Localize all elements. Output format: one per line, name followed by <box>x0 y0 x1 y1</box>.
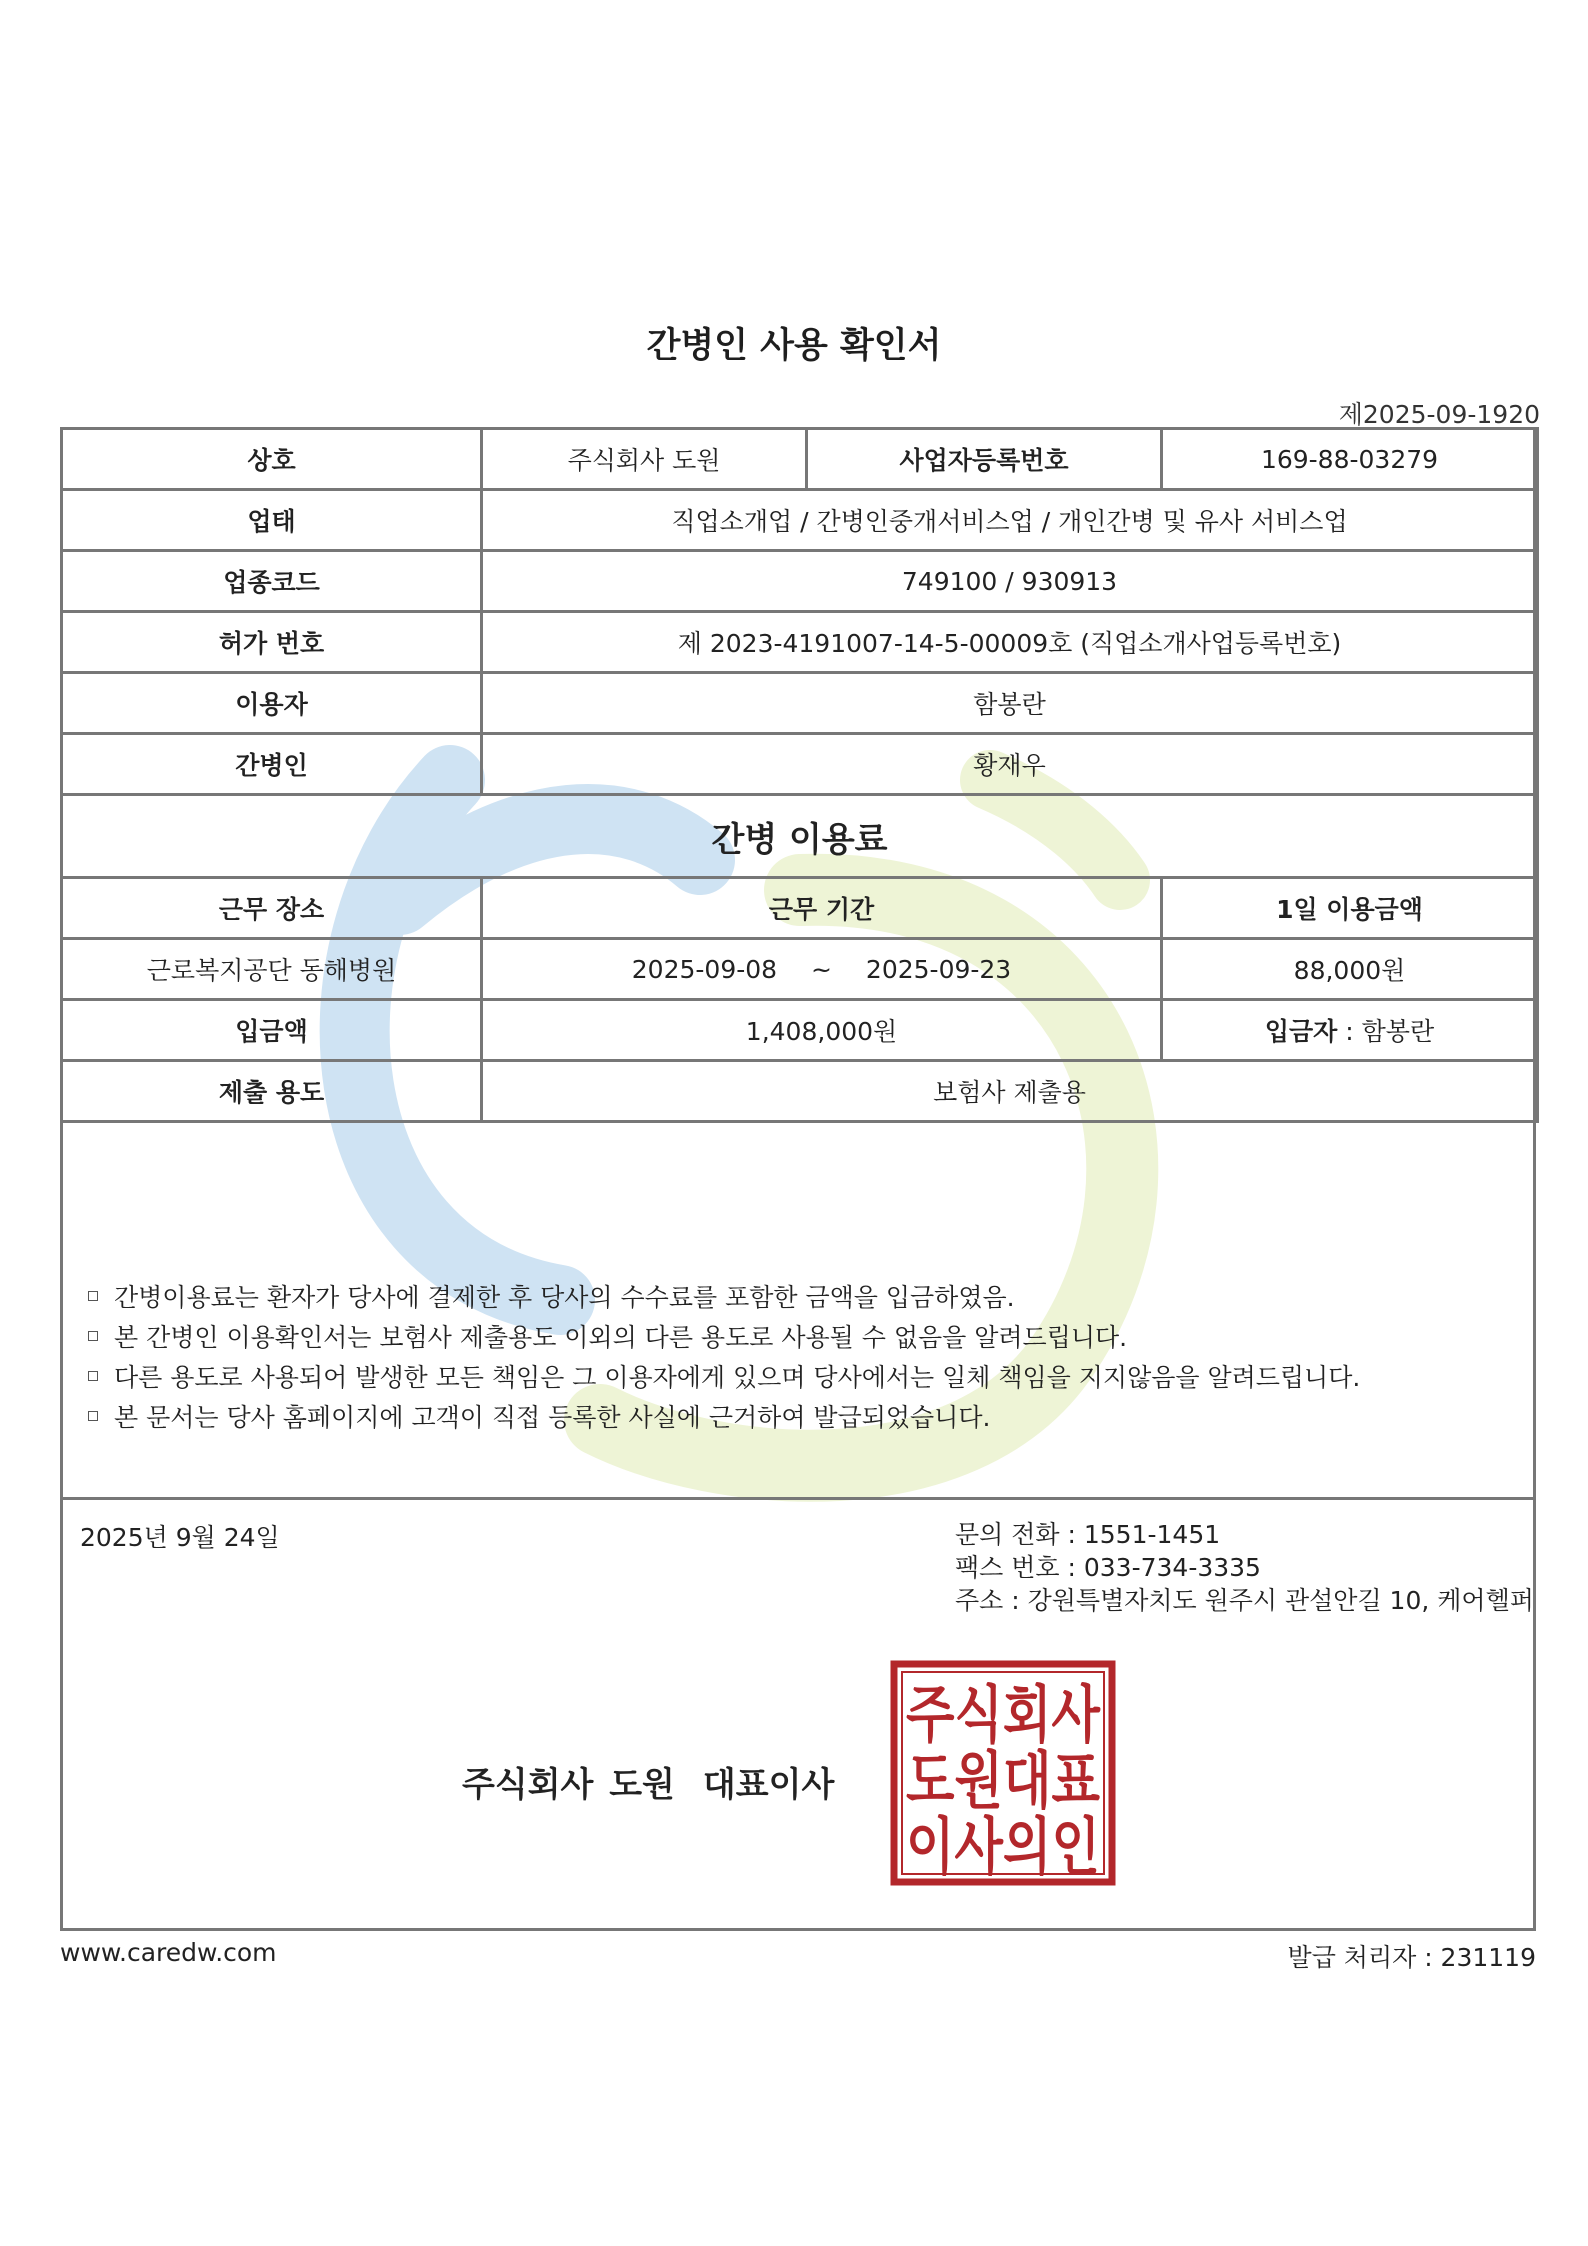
note-text: 간병이용료는 환자가 당사에 결제한 후 당사의 수수료를 포함한 금액을 입금하였음. <box>114 1283 1015 1312</box>
company-label: 상호 <box>62 429 482 490</box>
contact-info <box>955 1518 1534 1617</box>
caregiver-value: 황재우 <box>482 734 1538 795</box>
user-value: 함봉란 <box>482 673 1538 734</box>
permit-value: 제 2023-4191007-14-5-00009호 (직업소개사업등록번호) <box>482 612 1538 673</box>
workplace-label: 근무 장소 <box>62 878 482 939</box>
purpose-label: 제출 용도 <box>62 1061 482 1122</box>
square-bullet-icon <box>88 1291 98 1301</box>
industry-code-value: 749100 / 930913 <box>482 551 1538 612</box>
signer-title: 대표이사 <box>702 1765 835 1805</box>
company-value: 주식회사 도원 <box>482 429 807 490</box>
row-purpose <box>62 1061 1538 1122</box>
deposit-label: 입금액 <box>62 1000 482 1061</box>
note-item <box>88 1398 1360 1438</box>
contact-address: 주소 : 강원특별자치도 원주시 관설안길 10, 케어헬퍼 <box>955 1586 1534 1615</box>
depositor-label: 입금자 <box>1264 1017 1338 1046</box>
purpose-value: 보험사 제출용 <box>482 1061 1538 1122</box>
document-title: 간병인 사용 확인서 <box>646 326 942 366</box>
note-item <box>88 1278 1360 1318</box>
period-separator: ~ <box>811 954 832 984</box>
business-type-label: 업태 <box>62 490 482 551</box>
contact-phone: 문의 전화 : 1551-1451 <box>955 1520 1221 1549</box>
period-start: 2025-09-08 <box>631 954 778 984</box>
period-end: 2025-09-23 <box>865 954 1012 984</box>
note-item <box>88 1318 1360 1358</box>
row-fee-section <box>62 795 1538 878</box>
row-deposit <box>62 1000 1538 1061</box>
row-permit <box>62 612 1538 673</box>
info-table <box>60 427 1539 1123</box>
row-user <box>62 673 1538 734</box>
note-text: 본 문서는 당사 홈페이지에 고객이 직접 등록한 사실에 근거하여 발급되었습니다. <box>114 1403 991 1432</box>
row-caregiver <box>62 734 1538 795</box>
fee-section-title: 간병 이용료 <box>62 795 1538 878</box>
user-label: 이용자 <box>62 673 482 734</box>
daily-fee-label: 1일 이용금액 <box>1162 878 1538 939</box>
square-bullet-icon <box>88 1331 98 1341</box>
workplace-value: 근로복지공단 동해병원 <box>62 939 482 1000</box>
period-label: 근무 기간 <box>482 878 1162 939</box>
website-link[interactable]: www.caredw.com <box>60 1938 277 1967</box>
notes-list <box>88 1278 1360 1438</box>
document-number: 제2025-09-1920 <box>1338 400 1540 429</box>
row-industry-code <box>62 551 1538 612</box>
business-type-value: 직업소개업 / 간병인중개서비스업 / 개인간병 및 유사 서비스업 <box>482 490 1538 551</box>
deposit-value: 1,408,000원 <box>482 1000 1162 1061</box>
square-bullet-icon <box>88 1371 98 1381</box>
biz-reg-value: 169-88-03279 <box>1162 429 1538 490</box>
depositor-value: 함봉란 <box>1361 1017 1435 1046</box>
depositor-cell <box>1162 1000 1538 1061</box>
signer <box>462 1757 834 1806</box>
note-item <box>88 1358 1360 1398</box>
period-value <box>482 939 1162 1000</box>
daily-fee-value: 88,000원 <box>1162 939 1538 1000</box>
permit-label: 허가 번호 <box>62 612 482 673</box>
issuer-info: 발급 처리자 : 231119 <box>1287 1943 1536 1972</box>
seal-line-2: 도원대표 <box>906 1744 1101 1817</box>
row-business-type <box>62 490 1538 551</box>
note-text: 다른 용도로 사용되어 발생한 모든 책임은 그 이용자에게 있으며 당사에서는 일체 책임을 지지않음을 알려드립니다. <box>114 1363 1361 1392</box>
issue-date: 2025년 9월 24일 <box>80 1523 280 1552</box>
row-fee-headers <box>62 878 1538 939</box>
company-seal <box>890 1660 1116 1886</box>
depositor-separator: : <box>1337 1017 1362 1046</box>
industry-code-label: 업종코드 <box>62 551 482 612</box>
seal-line-3: 이사의인 <box>906 1810 1100 1883</box>
note-text: 본 간병인 이용확인서는 보험사 제출용도 이외의 다른 용도로 사용될 수 없음을 알려드립니다. <box>114 1323 1128 1352</box>
caregiver-label: 간병인 <box>62 734 482 795</box>
contact-fax: 팩스 번호 : 033-734-3335 <box>955 1553 1261 1582</box>
biz-reg-label: 사업자등록번호 <box>807 429 1162 490</box>
row-company <box>62 429 1538 490</box>
square-bullet-icon <box>88 1411 98 1421</box>
signer-company: 주식회사 도원 <box>462 1765 675 1805</box>
row-fee-values <box>62 939 1538 1000</box>
seal-line-1: 주식회사 <box>906 1678 1101 1751</box>
section-divider <box>60 1497 1536 1500</box>
